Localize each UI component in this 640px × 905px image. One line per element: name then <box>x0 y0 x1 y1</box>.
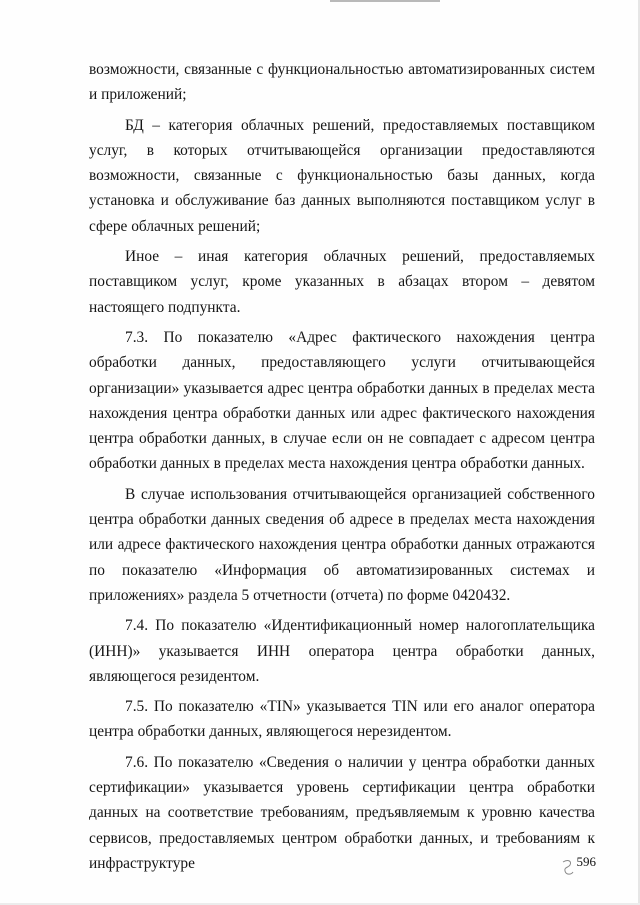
paragraph-7-5: 7.5. По показателю «TIN» указывается TIN или его аналог оператора центра обработки данных, являющегося нерезидентом. <box>89 698 595 741</box>
paragraph-own-data-center: В случае использования отчитывающейся организацией собственного центра обработки данных сведения об адресе в пределах места нахождения или адресе фактического нахождения центра обработки данных отражаются по показателю «Информация об автоматизированных системах и приложениях» раздела 5 отчетности (отчета) по форме 0420432. <box>89 485 595 604</box>
scan-mark-icon <box>560 858 576 878</box>
top-scan-rule <box>330 0 440 2</box>
document-body <box>89 57 595 881</box>
paragraph-other-category: Иное – иная категория облачных решений, предоставляемых поставщиком услуг, кроме указанных в абзацах втором – девятом настоящего подпункта. <box>89 248 595 316</box>
scan-stamp-mark <box>560 858 576 878</box>
paragraph-7-6: 7.6. По показателю «Сведения о наличии у центра обработки данных сертификации» указывается уровень сертификации центра обработки данных на соответствие требованиям, предъявляемым к уровню качества сервисов, предоставляемых центром обработки данных, и требованиям к инфраструктуре <box>89 753 595 872</box>
paragraph-7-4: 7.4. По показателю «Идентификационный номер налогоплательщика (ИНН)» указывается ИНН оператора центра обработки данных, являющегося резидентом. <box>89 617 595 685</box>
page-number: 596 <box>576 854 596 869</box>
paragraph-7-3: 7.3. По показателю «Адрес фактического нахождения центра обработки данных, предоставляющего услуги отчитывающейся организации» указывается адрес центра обработки данных в пределах места нахождения центра обработки данных или адрес фактического нахождения центра обработки данных, в случае если он не совпадает с адресом центра обработки данных в пределах места нахождения центра обработки данных. <box>89 328 595 473</box>
paragraph-bd-category: БД – категория облачных решений, предоставляемых поставщиком услуг, в которых отчитывающейся организации предоставляются возможности, связанные с функциональностью базы данных, когда установка и обслуживание баз данных выполняются поставщиком услуг в сфере облачных решений; <box>89 116 595 235</box>
paragraph-continuation: возможности, связанные с функциональностью автоматизированных систем и приложений; <box>89 61 595 104</box>
